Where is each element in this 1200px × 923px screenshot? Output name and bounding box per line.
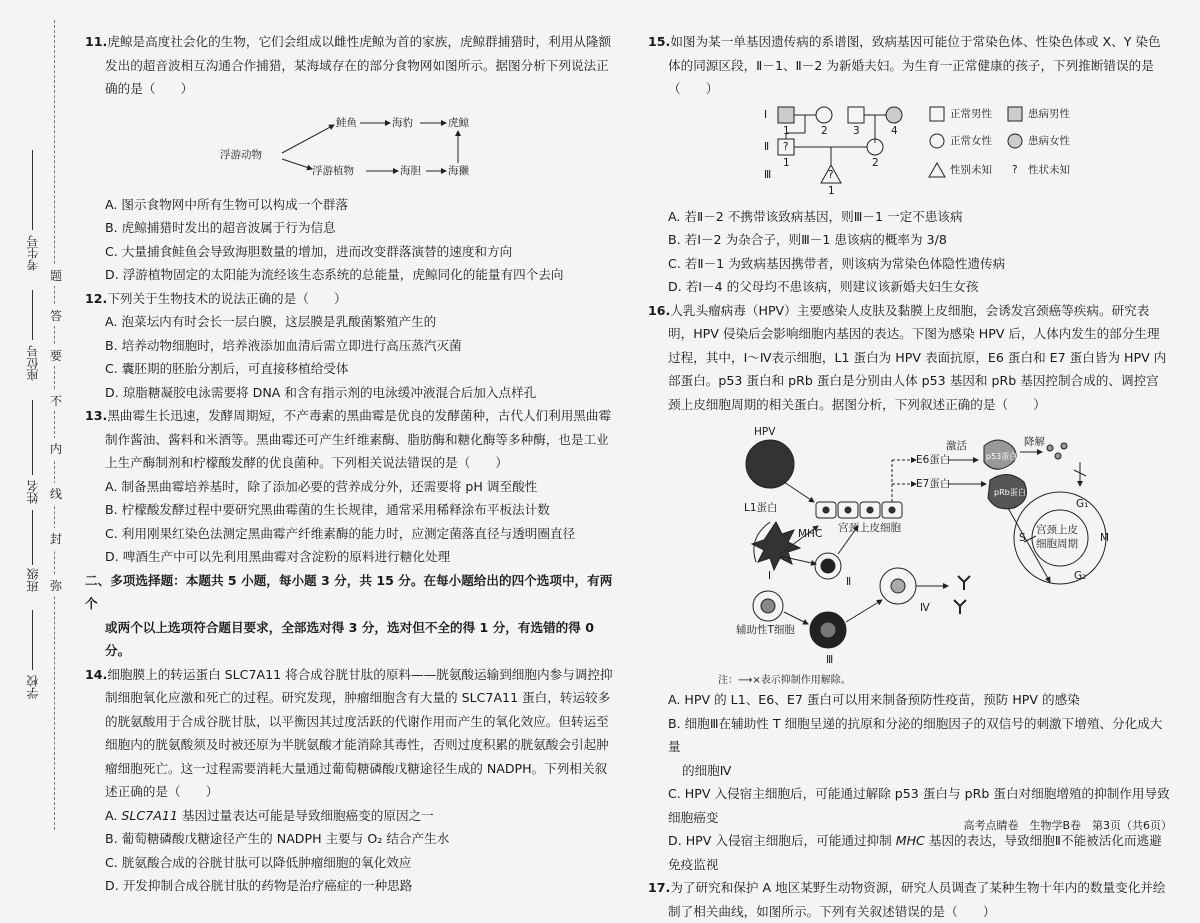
option: B. 细胞Ⅲ在辅助性 T 细胞呈递的抗原和分泌的细胞因子的双信号的刺激下增殖、分化成大量 [668,715,1163,754]
option: A. 若Ⅱ－2 不携带该致病基因，则Ⅲ－1 一定不患该病 [668,208,963,224]
option: B. 葡萄糖磷酸戊糖途径产生的 NADPH 主要与 O₂ 结合产生水 [105,831,450,846]
hpv-figure [708,416,1128,674]
legend-unknown-trait: 性状未知 [1028,163,1070,176]
option: D. 琼脂糖凝胶电泳需要将 DNA 和含有指示剂的电泳缓冲液混合后加入点样孔 [105,384,537,400]
seat-no-blank [32,290,33,340]
cell-ii-label: Ⅱ [846,576,852,588]
option: C. 囊胚期的胚胎分割后，可直接移植给受体 [105,361,349,376]
option: D. 啤酒生产中可以先利用黑曲霉对含淀粉的原料进行糖化处理 [105,549,451,564]
question-number: 13. [85,408,108,423]
section-heading-cont: 或两个以上选项符合题目要求，全部选对得 3 分，选对但不全的得 1 分，有选错的得 0 分。 [105,619,594,658]
node-otter: 海獭 [448,164,469,177]
option-prefix: D. HPV 入侵宿主细胞后，可能通过抑制 [668,833,896,848]
cell-i-label: Ⅰ [768,570,772,582]
generation-label: Ⅰ [764,108,768,121]
question-number: 16. [648,302,671,318]
question-stem: 人乳头瘤病毒（HPV）主要感染人皮肤及黏膜上皮细胞，会诱发宫颈癌等疾病。研究表明，HPV 侵染后会影响细胞内基因的表达。下图为感染 HPV 后，人体内发生的部分生理过程，其中，Ⅰ～Ⅳ表示细胞，L1 蛋白为 HPV 表面抗原，E6 蛋白和 E7 蛋白皆为 HPV 内部蛋白。p53 蛋白和 pRb 蛋白是分别由人体 p53 基因和 pRb 基因控制合成的、调控宫颈上皮细胞周期的相关蛋白。据图分析，下列叙述正确的是（ ） [668,302,1167,412]
exam-no-blank [32,150,33,230]
g1-label: G₁ [1076,498,1089,510]
g2-label: G₂ [1074,570,1087,582]
seal-char: 不 [50,390,62,411]
cell-iii-label: Ⅲ [826,654,834,666]
question-stem: 细胞膜上的转运蛋白 SLC7A11 将合成谷胱甘肽的原料——胱氨酸运输到细胞内参与调控抑制细胞氧化应激和死亡的过程。研究发现，肿瘤细胞含有大量的 SLC7A11 蛋白，转运较多的胱氨酸用于合成谷胱甘肽，以平衡因其过度活跃的代谢作用而产生的氧化效应。但转运至细胞内的胱氨酸须及时被还原为半胱氨酸才能消除其毒性，否则过度积累的胱氨酸会引起肿瘤细胞死亡。这一过程需要消耗大量通过葡萄糖磷酸戊糖途径生成的 NADPH。下列相关叙述正确的是（ ） [105,666,613,799]
node-urchin: 海胆 [400,164,421,177]
cell-cycle-label: 宫颈上皮 [1036,524,1078,536]
gene-name: MHC [895,833,925,848]
option: C. 若Ⅱ－1 为致病基因携带者，则该病为常染色体隐性遗传病 [668,255,1006,271]
helper-t-label: 辅助性T细胞 [736,624,795,636]
generation-label: Ⅱ [764,140,770,153]
legend-unknown-sex: 性别未知 [950,163,992,176]
question-stem: 为了研究和保护 A 地区某野生动物资源，研究人员调查了某种生物十年内的数量变化并绘制了相关曲线，如图所示。下列有关叙述错误的是（ ） [668,880,1166,919]
node-plankton-plant: 浮游植物 [312,164,354,177]
m-phase-label: M [1100,532,1110,544]
question-17 [648,876,1170,923]
epithelial-cell-label: 宫颈上皮细胞 [838,522,901,534]
legend-normal-female: 正常女性 [950,134,992,147]
legend-normal-male: 正常男性 [950,107,992,120]
question-stem: 虎鲸是高度社会化的生物，它们会组成以雌性虎鲸为首的家族，虎鲸群捕猎时，利用从隆额发出的超音波相互沟通合作捕猎，某海域存在的部分食物网如图所示。据图分析下列说法正确的是（ ） [105,34,612,96]
question-number: 14. [85,666,108,682]
s-phase-label: S [1019,532,1026,544]
option-continuation: 的细胞Ⅳ [682,762,732,778]
activate-label: 激活 [946,440,967,452]
seal-char: 内 [50,438,62,459]
exam-no-label: 考生号 [26,235,40,271]
option: D. 若Ⅰ－4 的父母均不患该病，则建议该新婚夫妇生女孩 [668,279,979,294]
node-seal: 海豹 [392,116,413,129]
mhc-label: MHC [798,528,823,540]
e6-protein-label: E6蛋白 [916,454,951,466]
question-12 [85,287,615,311]
legend-affected-female: 患病女性 [1028,134,1070,147]
option [85,804,615,828]
name-blank [32,400,33,475]
question-stem: 黑曲霉生长迅速，发酵周期短，不产毒素的黑曲霉是优良的发酵菌种，古代人们利用黑曲霉制作酱油、酱料和米酒等。黑曲霉还可产生纤维素酶、脂肪酶和糖化酶等多种酶，也是工业上生产酶制剂和柠檬酸发酵的优良菌种。下列相关说法错误的是（ ） [105,408,612,470]
option: A. HPV 的 L1、E6、E7 蛋白可以用来制备预防性疫苗，预防 HPV 的感染 [668,692,1080,707]
question-number: 11. [85,34,108,49]
option: D. 开发抑制合成谷胱甘肽的药物是治疗癌症的一种思路 [105,878,413,893]
question-number: 12. [85,290,108,306]
e7-protein-label: E7蛋白 [916,478,951,490]
figure-note: 注：⟶×表示抑制作用解除。 [718,675,851,686]
option: B. 培养动物细胞时，培养液添加血清后需立即进行高压蒸汽灭菌 [105,337,462,353]
individual-number: 2 [821,124,828,137]
unknown-mark: ? [828,168,834,181]
option [648,829,1170,876]
option: C. 胱氨酸合成的谷胱甘肽可以降低肿瘤细胞的氧化效应 [105,854,412,870]
seal-char: 题 [50,265,62,286]
food-web-figure [220,101,480,193]
food-web-arrows [220,101,480,193]
unknown-mark: ? [783,140,789,153]
seal-char: 封 [50,528,62,549]
school-label: 学校 [26,675,40,699]
option: B. 若Ⅰ－2 为杂合子，则Ⅲ－1 患该病的概率为 3/8 [668,232,947,247]
individual-number: 3 [853,124,860,137]
question-15 [648,30,1170,101]
question-16 [648,299,1170,417]
cell-cycle-label: 细胞周期 [1036,538,1078,550]
option: A. 图示食物网中所有生物可以构成一个群落 [105,196,349,212]
individual-number: 1 [828,184,835,197]
right-column [648,30,1170,923]
school-blank [32,610,33,670]
option: B. 虎鲸捕猎时发出的超音波属于行为信息 [105,220,336,235]
option: B. 柠檬酸发酵过程中要研究黑曲霉菌的生长规律，通常采用稀释涂布平板法计数 [105,502,550,517]
option: C. 利用刚果红染色法测定黑曲霉产纤维素酶的能力时，应测定菌落直径与透明圈直径 [105,525,576,541]
pedigree-figure [668,101,1138,205]
seal-char: 答 [50,305,62,326]
individual-number: 2 [872,156,879,169]
gene-name: SLC7A11 [121,807,178,823]
legend-question-mark: ? [1012,163,1018,176]
individual-number: 1 [783,156,790,169]
question-14 [85,663,615,804]
seat-no-label: 座位号 [26,345,40,381]
individual-number: 4 [891,124,898,137]
option: A. 泡菜坛内有时会长一层白膜，这层膜是乳酸菌繁殖产生的 [105,314,437,329]
legend-affected-male: 患病男性 [1028,107,1070,120]
option: A. 制备黑曲霉培养基时，除了添加必要的营养成分外，还需要将 pH 调至酸性 [105,478,538,494]
prb-protein-label: pRb蛋白 [994,488,1026,497]
p53-protein-label: p53蛋白 [986,452,1018,461]
l1-protein-label: L1蛋白 [744,502,778,514]
question-stem: 如图为某一单基因遗传病的系谱图，致病基因可能位于常染色体、性染色体或 X、Y 染色体的同源区段，Ⅱ－1、Ⅱ－2 为新婚夫妇。为生育一正常健康的孩子，下列推断错误的是（ ） [668,34,1161,96]
node-salmon: 鲑鱼 [336,116,357,129]
hpv-label: HPV [754,426,776,438]
seal-char: 要 [50,345,62,366]
option-text: 基因的表达，导致细胞Ⅱ不能被活化而逃避免疫监视 [668,833,1162,872]
binding-margin [0,0,63,845]
left-column [85,30,615,898]
node-killer-whale: 虎鲸 [448,116,469,129]
question-number: 15. [648,34,671,49]
option-text: 基因过量表达可能是导致细胞癌变的原因之一 [177,807,434,823]
generation-label: Ⅲ [764,168,772,181]
individual-number: 1 [783,124,790,137]
name-label: 姓名 [26,480,40,504]
section-heading: 二、多项选择题：本题共 5 小题，每小题 3 分，共 15 分。在每小题给出的四个选项中，有两个 [85,572,613,611]
cell-iv-label: Ⅳ [920,602,930,614]
question-13 [85,404,615,475]
class-blank [32,510,33,565]
cut-line [54,20,55,830]
page-footer: 高考点睛卷 生物学B卷 第3页（共6页） [963,819,1172,832]
class-label: 班级 [26,568,40,592]
question-stem: 下列关于生物技术的说法正确的是（ ） [107,290,347,306]
option-prefix: A. [105,807,122,823]
option: C. HPV 入侵宿主细胞后，可能通过解除 p53 蛋白与 pRb 蛋白对细胞增殖的抑制作用导致细胞癌变 [668,786,1170,825]
node-plankton-animal: 浮游动物 [220,148,262,161]
seal-char: 线 [50,483,62,504]
degrade-label: 降解 [1024,436,1045,448]
question-number: 17. [648,880,671,895]
option: D. 浮游植物固定的太阳能为流经该生态系统的总能量，虎鲸同化的能量有四个去向 [105,267,564,282]
question-11 [85,30,615,101]
seal-char: 弥 [50,575,62,596]
option: C. 大量捕食鲑鱼会导致海胆数量的增加，进而改变群落演替的速度和方向 [105,243,513,259]
